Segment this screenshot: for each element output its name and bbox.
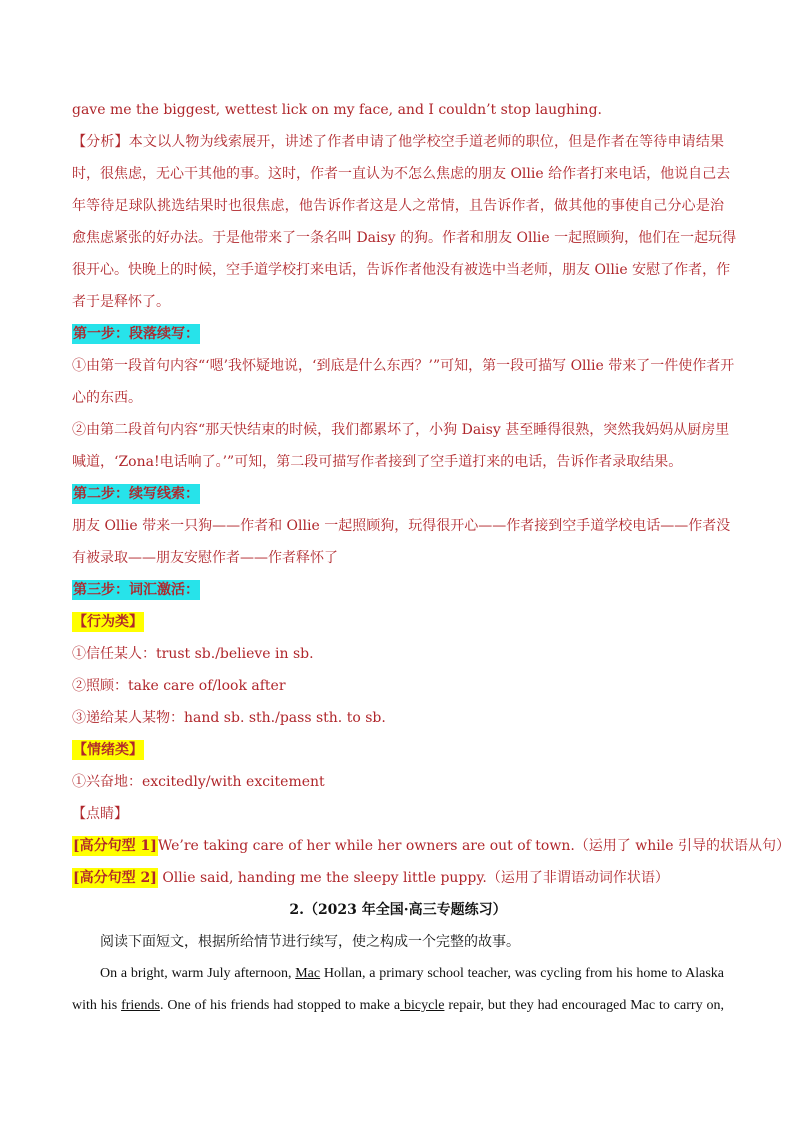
top-line: gave me the biggest, wettest lick on my face, and I couldn’t stop laughing. <box>72 102 602 118</box>
analysis-line-3: 年等待足球队挑选结果时也很焦虑，他告诉作者这是人之常情，且告诉作者，做其他的事使自己分心是治 <box>72 198 724 214</box>
analysis-line-2: 时，很焦虑，无心干其他的事。这时，作者一直认为不怎么焦虑的朋友 Ollie 给作者打来电话，他说自己去 <box>72 166 731 182</box>
emotion-item-1: ①兴奋地：excitedly/with excitement <box>72 774 325 790</box>
behavior-label: 【行为类】 <box>73 614 143 630</box>
sentence-2-tag: [高分句型 2] <box>73 870 157 886</box>
passage-line-2: with his friends. One of his friends had stopped to make a bicycle repair, but they had encouraged Mac to carry on, <box>72 998 725 1013</box>
behavior-item-1: ①信任某人：trust sb./believe in sb. <box>72 646 314 662</box>
behavior-item-2: ②照顾：take care of/look after <box>72 678 286 694</box>
sentence-1-tag: [高分句型 1] <box>73 838 157 854</box>
analysis-section <box>72 126 737 318</box>
step1-item-2-line-1: ②由第二段首句内容“那天快结束的时候，我们都累坏了，小狗 Daisy 甚至睡得很熟，突然我妈妈从厨房里 <box>72 422 730 438</box>
analysis-line-1: 【分析】本文以人物为线索展开，讲述了作者申请了他学校空手道老师的职位，但是作者在等待申请结果 <box>72 134 725 150</box>
name-mac: Mac <box>295 966 321 981</box>
step3-heading: 第三步：词汇激活： <box>73 582 199 598</box>
step2-heading: 第二步：续写线索： <box>73 486 199 502</box>
analysis-line-6: 者于是释怀了。 <box>72 294 170 310</box>
step3-section <box>72 574 790 894</box>
step1-section <box>72 318 735 478</box>
question-title: 2.（2023 年全国·高三专题练习） <box>289 902 507 918</box>
analysis-label: 【分析】 <box>72 134 129 150</box>
sentence-2: [高分句型 2] Ollie said, handing me the sleepy little puppy.（运用了非谓语动词作状语） <box>73 870 669 886</box>
emotion-label: 【情绪类】 <box>73 742 143 758</box>
word-friends: friends <box>121 998 160 1013</box>
dianjing-label: 【点睛】 <box>72 806 128 822</box>
step1-item-1-line-2: 心的东西。 <box>72 390 142 406</box>
word-bicycle: bicycle <box>400 998 445 1013</box>
question-instruction: 阅读下面短文，根据所给情节进行续写，使之构成一个完整的故事。 <box>100 934 520 950</box>
step2-section <box>72 478 731 574</box>
step1-heading: 第一步：段落续写： <box>73 326 199 342</box>
step2-line-1: 朋友 Ollie 带来一只狗——作者和 Ollie 一起照顾狗，玩得很开心——作者接到空手道学校电话——作者没 <box>72 518 731 534</box>
analysis-line-4: 愈焦虑紧张的好办法。于是他带来了一条名叫 Daisy 的狗。作者和朋友 Ollie 一起照顾狗，他们在一起玩得 <box>72 230 737 246</box>
step1-item-2-line-2: 喊道，‘Zona!电话响了。’”可知，第二段可描写作者接到了空手道打来的电话，告诉作者录取结果。 <box>72 454 683 470</box>
analysis-line-5: 很开心。快晚上的时候，空手道学校打来电话，告诉作者他没有被选中当老师，朋友 Ollie 安慰了作者，作 <box>72 262 731 278</box>
sentence-1: [高分句型 1]We’re taking care of her while her owners are out of town.（运用了 while 引导的状语从句） <box>73 838 790 854</box>
step2-line-2: 有被录取——朋友安慰作者——作者释怀了 <box>72 550 338 566</box>
passage-line-1: On a bright, warm July afternoon, Mac Hollan, a primary school teacher, was cycling from his home to Alaska <box>100 966 724 981</box>
behavior-item-3: ③递给某人某物：hand sb. sth./pass sth. to sb. <box>72 710 386 726</box>
step1-item-1-line-1: ①由第一段首句内容“‘嗯’我怀疑地说，‘到底是什么东西？’”可知，第一段可描写 Ollie 带来了一件使作者开 <box>72 358 735 374</box>
